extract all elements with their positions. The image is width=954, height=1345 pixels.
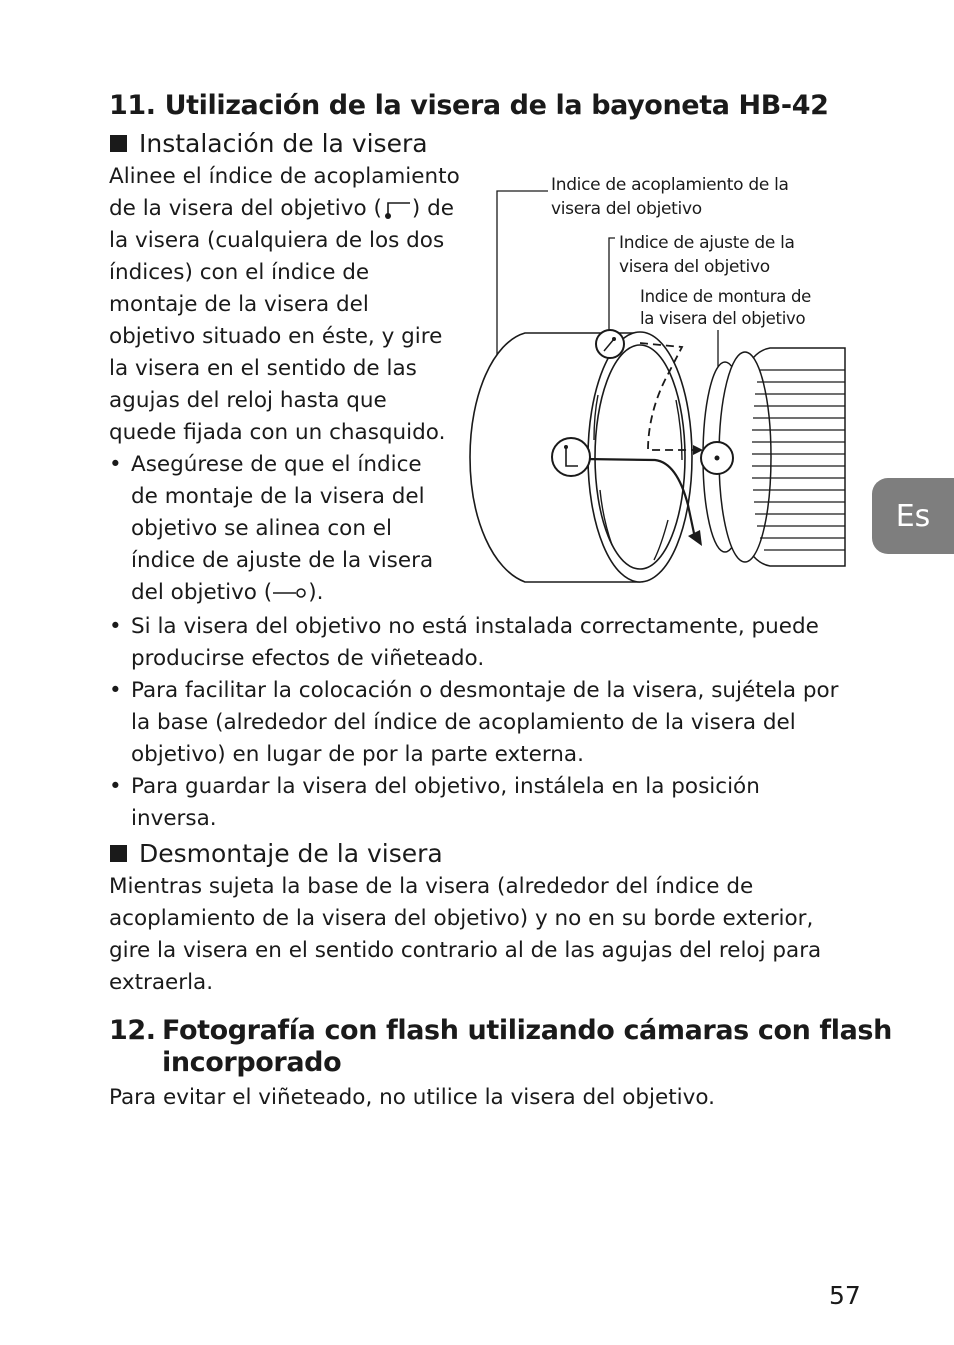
text-line: Mientras sujeta la base de la visera (alrededor del índice de: [109, 874, 754, 899]
page-number: 57: [829, 1281, 861, 1310]
section-11-title: 11. Utilización de la visera de la bayoneta HB-42: [109, 90, 829, 121]
remove-heading-text: Desmontaje de la visera: [139, 839, 443, 868]
text-line: objetivo situado en éste, y gire: [109, 324, 443, 349]
section-12-title: Fotografía con flash utilizando cámaras con flash incorporado: [162, 1015, 892, 1078]
square-bullet-icon: [110, 845, 127, 862]
text-line: agujas del reloj hasta que: [109, 388, 387, 413]
list-item: • Para facilitar la colocación o desmontaje de la visera, sujétela por la base (alrededor del índice de acoplamiento de la visera del objetivo) en lugar de por la parte externa.: [109, 675, 849, 771]
text-line: acoplamiento de la visera del objetivo) y no en su borde exterior,: [109, 906, 814, 931]
install-heading-text: Instalación de la visera: [139, 129, 428, 158]
remove-heading: [110, 839, 443, 868]
remove-paragraph: [109, 871, 869, 999]
install-notes: [109, 611, 849, 835]
text-line: la visera en el sentido de las: [109, 356, 417, 381]
square-bullet-icon: [110, 135, 127, 152]
list-item: • Asegúrese de que el índice de montaje de la visera del objetivo se alinea con el índice de ajuste de la visera del objetivo ( ).: [109, 449, 469, 609]
text-line: la visera (cualquiera de los dos: [109, 228, 445, 253]
text-line: de la visera del objetivo ( ) de: [109, 196, 454, 221]
text-line: gire la visera en el sentido contrario al de las agujas del reloj para: [109, 938, 822, 963]
text-line: extraerla.: [109, 970, 214, 995]
language-tab: Es: [872, 478, 954, 554]
install-heading: [110, 129, 428, 158]
text-line: quede fijada con un chasquido.: [109, 420, 446, 445]
text-line: montaje de la visera del: [109, 292, 369, 317]
list-item: • Para guardar la visera del objetivo, instálela en la posición inversa.: [109, 771, 849, 835]
text-line: índices) con el índice de: [109, 260, 370, 285]
coupling-index-icon: [382, 197, 412, 221]
install-paragraph: [109, 161, 469, 609]
hood-diagram: [460, 180, 850, 590]
text-line: Alinee el índice de acoplamiento: [109, 164, 460, 189]
section-12-text: Para evitar el viñeteado, no utilice la visera del objetivo.: [109, 1085, 715, 1110]
label-coupling-index: Indice de acoplamiento de la visera del objetivo: [551, 175, 789, 219]
adjustment-index-icon: [272, 585, 308, 601]
section-12-number: 12.: [109, 1015, 156, 1046]
label-mount-index: Indice de montura de la visera del objetivo: [640, 287, 812, 328]
list-item: • Si la visera del objetivo no está instalada correctamente, puede producirse efectos de viñeteado.: [109, 611, 849, 675]
label-adjustment-index: Indice de ajuste de la visera del objetivo: [619, 233, 795, 277]
